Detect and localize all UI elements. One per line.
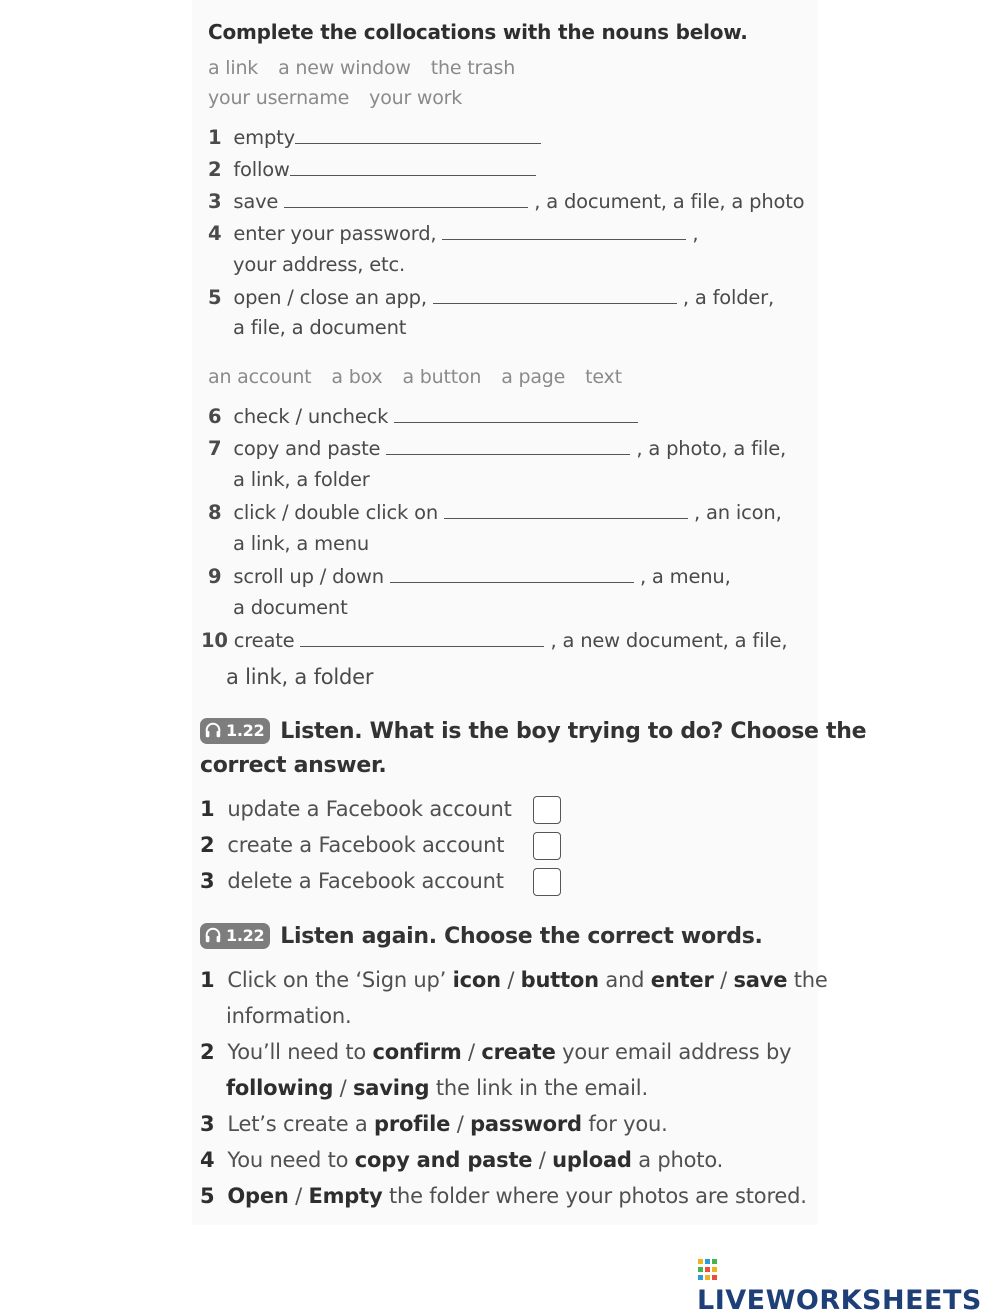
word-option[interactable]: Open: [227, 1184, 289, 1208]
choose-word-item: [200, 968, 828, 992]
text: a photo.: [631, 1148, 724, 1172]
text: /: [450, 1112, 471, 1136]
text: for you.: [581, 1112, 668, 1136]
word-option[interactable]: save: [733, 968, 788, 992]
word-option[interactable]: upload: [552, 1148, 632, 1172]
option-number: 2: [200, 833, 215, 857]
word-option[interactable]: copy and paste: [354, 1148, 533, 1172]
item-continuation: a document: [233, 596, 348, 619]
headphones-icon: [204, 926, 222, 944]
noun: your username: [208, 87, 350, 109]
audio-track-badge[interactable]: [200, 718, 270, 744]
word-option[interactable]: confirm: [372, 1040, 462, 1064]
item-text: enter your password,: [233, 222, 437, 245]
noun: the trash: [430, 57, 516, 79]
word-option[interactable]: Empty: [308, 1184, 383, 1208]
choose-word-item: [200, 1112, 668, 1136]
task-text: Listen again. Choose the correct words.: [280, 924, 763, 949]
noun: text: [585, 366, 622, 388]
instruction-heading: Complete the collocations with the nouns below.: [208, 20, 748, 44]
choose-word-item: [200, 1040, 791, 1064]
item-text-after: , a folder,: [682, 286, 774, 309]
item-text: copy and paste: [233, 437, 381, 460]
item-text-after: , a document, a file, a photo: [534, 190, 805, 213]
item-number: 2: [200, 1040, 215, 1064]
answer-checkbox[interactable]: [533, 796, 561, 824]
answer-blank[interactable]: [300, 628, 544, 647]
text: /: [500, 968, 521, 992]
word-option[interactable]: password: [470, 1112, 582, 1136]
item-text-after: , a photo, a file,: [636, 437, 786, 460]
item-number: 4: [208, 222, 222, 245]
word-option[interactable]: saving: [353, 1076, 430, 1100]
word-option[interactable]: profile: [374, 1112, 451, 1136]
item-text-after: , a new document, a file,: [550, 629, 788, 652]
item-continuation: a link, a menu: [233, 532, 370, 555]
item-text: create: [233, 629, 295, 652]
task-text: Listen. What is the boy trying to do? Choose the: [280, 719, 867, 744]
item-number: 6: [208, 405, 222, 428]
text: your email address by: [555, 1040, 792, 1064]
item-number: 5: [200, 1184, 215, 1208]
item-continuation: a link, a folder: [233, 468, 370, 491]
item-number: 10: [201, 629, 228, 652]
answer-blank[interactable]: [442, 221, 686, 240]
listening-again-heading: [200, 923, 763, 949]
item-number: 3: [208, 190, 222, 213]
collocation-item: [208, 564, 731, 588]
text: the link in the email.: [429, 1076, 648, 1100]
item-number: 5: [208, 286, 222, 309]
answer-blank[interactable]: [386, 436, 630, 455]
option-number: 3: [200, 869, 215, 893]
choose-word-item: [200, 1184, 807, 1208]
answer-checkbox[interactable]: [533, 832, 561, 860]
noun: a link: [208, 57, 259, 79]
track-number: 1.22: [226, 926, 265, 945]
noun-bank-c: [208, 366, 642, 388]
item-continuation: a link, a folder: [226, 665, 374, 689]
answer-blank[interactable]: [390, 564, 634, 583]
audio-track-badge[interactable]: [200, 923, 270, 949]
item-continuation: your address, etc.: [233, 253, 406, 276]
option-text: create a Facebook account: [227, 833, 505, 857]
track-number: 1.22: [226, 721, 265, 740]
noun-bank-b: [208, 87, 482, 109]
answer-blank[interactable]: [394, 404, 638, 423]
word-option[interactable]: following: [226, 1076, 334, 1100]
answer-blank[interactable]: [433, 285, 677, 304]
text: You’ll need to: [227, 1040, 373, 1064]
item-number: 1: [208, 126, 222, 149]
collocation-item: [208, 436, 786, 460]
item-continuation: a file, a document: [233, 316, 407, 339]
text: /: [333, 1076, 353, 1100]
answer-option: [200, 869, 504, 893]
answer-checkbox[interactable]: [533, 868, 561, 896]
headphones-icon: [204, 721, 222, 739]
item-text-after: , an icon,: [694, 501, 782, 524]
answer-option: [200, 833, 504, 857]
answer-blank[interactable]: [444, 500, 688, 519]
noun: a box: [331, 366, 383, 388]
word-option[interactable]: create: [481, 1040, 556, 1064]
answer-option: [200, 797, 512, 821]
task-text-cont: correct answer.: [200, 753, 387, 778]
item-text: check / uncheck: [233, 405, 389, 428]
text: /: [461, 1040, 482, 1064]
item-continuation: [226, 1076, 648, 1100]
text: /: [713, 968, 734, 992]
noun: a button: [402, 366, 482, 388]
item-text-after: , a menu,: [639, 565, 731, 588]
text: and: [598, 968, 651, 992]
item-number: 9: [208, 565, 222, 588]
collocation-item: [201, 628, 787, 652]
logo-grid-icon: [697, 1257, 721, 1281]
liveworksheets-logo[interactable]: [697, 1254, 1000, 1316]
option-text: delete a Facebook account: [227, 869, 504, 893]
answer-blank[interactable]: [290, 157, 536, 176]
item-number: 2: [208, 158, 222, 181]
answer-blank[interactable]: [284, 189, 528, 208]
item-number: 8: [208, 501, 222, 524]
word-option[interactable]: button: [520, 968, 599, 992]
logo-text: LIVEWORKSHEETS: [697, 1285, 982, 1316]
word-option[interactable]: icon: [452, 968, 501, 992]
collocation-item: [208, 404, 638, 428]
item-text-after: ,: [692, 222, 699, 245]
item-number: 3: [200, 1112, 215, 1136]
text: You need to: [227, 1148, 355, 1172]
collocation-item: [208, 285, 774, 309]
noun: an account: [208, 366, 312, 388]
item-number: 1: [200, 968, 215, 992]
item-number: 4: [200, 1148, 215, 1172]
item-number: 7: [208, 437, 222, 460]
item-continuation: information.: [226, 1004, 352, 1028]
noun: a page: [501, 366, 566, 388]
item-text: scroll up / down: [233, 565, 384, 588]
option-text: update a Facebook account: [227, 797, 512, 821]
text: Let’s create a: [227, 1112, 375, 1136]
item-text: save: [233, 190, 279, 213]
noun: your work: [369, 87, 463, 109]
text: /: [288, 1184, 309, 1208]
option-number: 1: [200, 797, 215, 821]
text: the: [787, 968, 828, 992]
item-text: empty: [233, 126, 295, 149]
noun-bank-a: [208, 57, 535, 79]
item-text: open / close an app,: [233, 286, 427, 309]
text: /: [532, 1148, 553, 1172]
choose-word-item: [200, 1148, 723, 1172]
item-text: click / double click on: [233, 501, 439, 524]
collocation-item: [208, 500, 782, 524]
item-text: follow: [233, 158, 290, 181]
text: the folder where your photos are stored.: [382, 1184, 807, 1208]
listening-task-heading: [200, 718, 866, 744]
word-option[interactable]: enter: [650, 968, 714, 992]
collocation-item: [208, 157, 536, 181]
collocation-item: [208, 221, 698, 245]
collocation-item: [208, 189, 804, 213]
text: Click on the ‘Sign up’: [227, 968, 453, 992]
collocation-item: [208, 125, 541, 149]
noun: a new window: [278, 57, 411, 79]
answer-blank[interactable]: [295, 125, 541, 144]
